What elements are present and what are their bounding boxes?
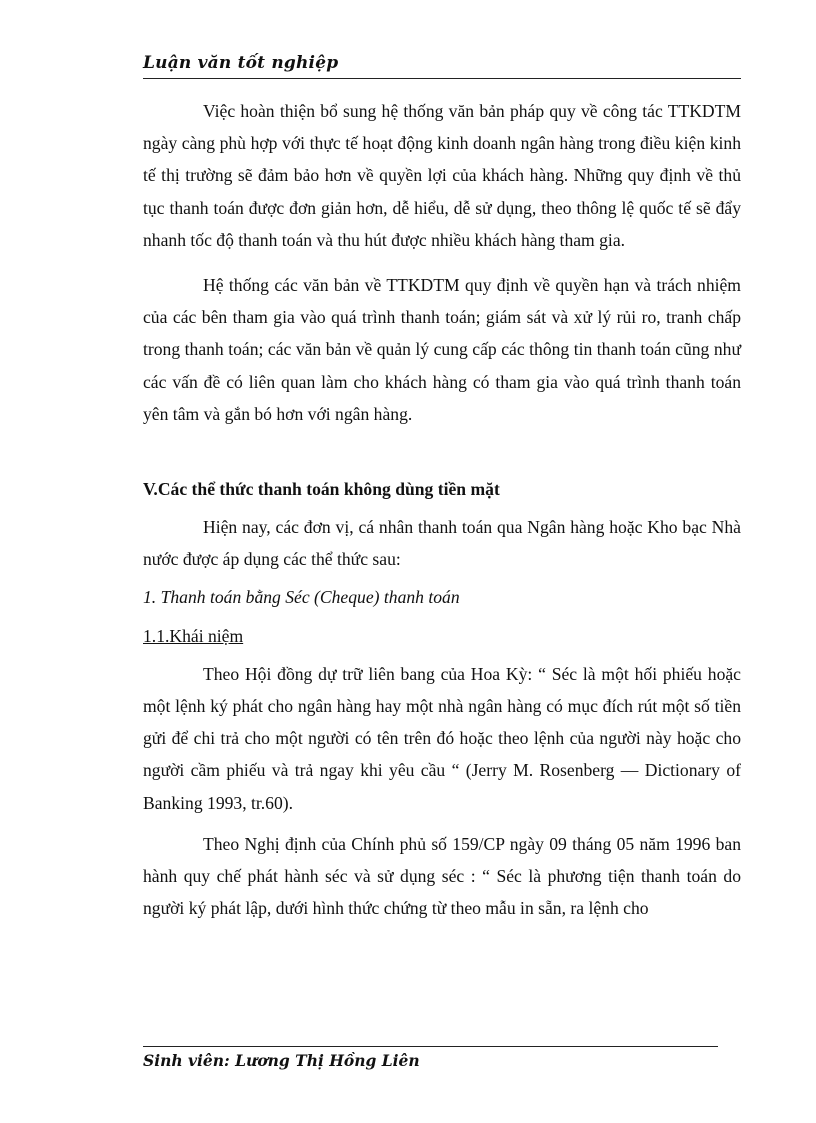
document-body: [143, 95, 741, 924]
paragraph-1: Việc hoàn thiện bổ sung hệ thống văn bản pháp quy về công tác TTKDTM ngày càng phù hợp với thực tế hoạt động kinh doanh ngân hàng trong điều kiện kinh tế thị trường sẽ đảm bảo hơn về quyền lợi của khách hàng. Những quy định về thủ tục thanh toán được đơn giản hơn, dễ hiểu, dễ sử dụng, theo thông lệ quốc tế sẽ đẩy nhanh tốc độ thanh toán và thu hút được nhiều khách hàng tham gia.: [143, 101, 741, 250]
header-title: Luận văn tốt nghiệp: [143, 53, 339, 73]
section-heading: V.Các thể thức thanh toán không dùng tiền mặt: [143, 479, 500, 500]
subheading-cheque: 1. Thanh toán bằng Séc (Cheque) thanh toán: [143, 587, 460, 608]
footer-author: Sinh viên: Lương Thị Hồng Liên: [143, 1051, 420, 1070]
footer-rule: [143, 1046, 718, 1047]
page-header: [143, 52, 741, 79]
paragraph-5: Theo Nghị định của Chính phủ số 159/CP ngày 09 tháng 05 năm 1996 ban hành quy chế phát hành séc và sử dụng séc : “ Séc là phương tiện thanh toán do người ký phát lập, dưới hình thức chứng từ theo mẫu in sẵn, ra lệnh cho: [143, 833, 741, 919]
paragraph-2: Hệ thống các văn bản về TTKDTM quy định về quyền hạn và trách nhiệm của các bên tham gia vào quá trình thanh toán; giám sát và xử lý rủi ro, tranh chấp trong thanh toán; các văn bản về quản lý cung cấp các thông tin thanh toán cũng như các vấn đề có liên quan làm cho khách hàng có tham gia vào quá trình thanh toán yên tâm và gắn bó hơn với ngân hàng.: [143, 275, 741, 424]
subheading-concept: [143, 620, 741, 652]
paragraph-4: Theo Hội đồng dự trữ liên bang của Hoa Kỳ: “ Séc là một hối phiếu hoặc một lệnh ký phát cho ngân hàng hay một nhà ngân hàng có mục đích rút một số tiền gửi để chi trả cho một người có tên trên đó hoặc theo lệnh của người này hoặc cho người cầm phiếu và trả ngay khi yêu cầu “ (Jerry M. Rosenberg — Dictionary of Banking 1993, tr.60).: [143, 663, 741, 813]
subheading-concept-text: 1.1.Khái niệm: [143, 625, 244, 646]
paragraph-3: Hiện nay, các đơn vị, cá nhân thanh toán qua Ngân hàng hoặc Kho bạc Nhà nước được áp dụng các thể thức sau:: [143, 517, 741, 570]
